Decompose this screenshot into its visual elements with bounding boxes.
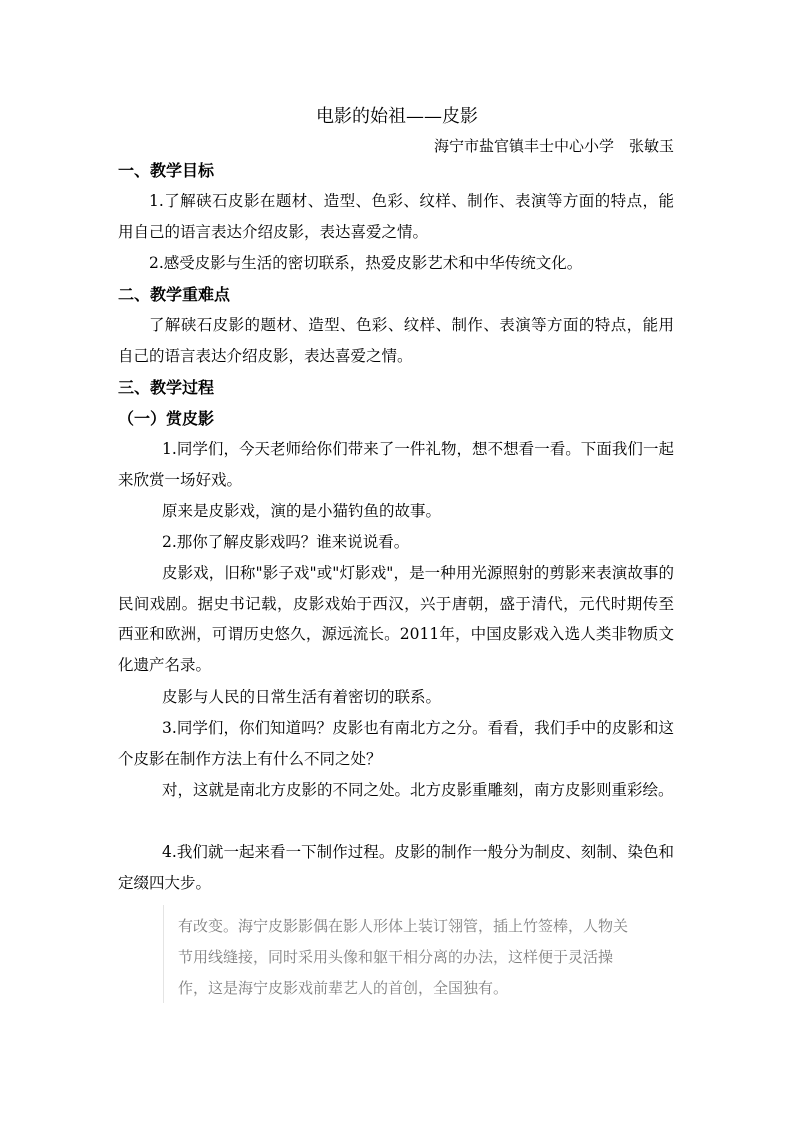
process-paragraph-7: 对，这就是南北方皮影的不同之处。北方皮影重雕刻，南方皮影则重彩绘。 [162, 781, 674, 799]
excerpt-text: 有改变。海宁皮影影偶在影人形体上装订翎管，插上竹签棒，人物关节用线缝接，同时采用头像和躯干相分离的办法，这样便于灵活操作，这是海宁皮影戏前辈艺人的首创，全国独有。 [178, 917, 629, 997]
subheading-appreciate-shadow-puppets: （一）赏皮影 [118, 409, 215, 428]
goal-paragraph-1: 1.了解硖石皮影在题材、造型、色彩、纹样、制作、表演等方面的特点，能用自己的语言表达介绍皮影，表达喜爱之情。 [118, 192, 674, 241]
heading-key-points: 二、教学重难点 [118, 285, 231, 304]
author-line: 海宁市盐官镇丰士中心小学 张敏玉 [433, 137, 674, 155]
heading-teaching-process: 三、教学过程 [118, 378, 215, 397]
process-paragraph-6: 3.同学们，你们知道吗？皮影也有南北方之分。看看，我们手中的皮影和这个皮影在制作方法上有什么不同之处？ [118, 719, 674, 768]
goal-paragraph-2: 2.感受皮影与生活的密切联系，热爱皮影艺术和中华传统文化。 [149, 254, 583, 272]
process-paragraph-4: 皮影戏，旧称"影子戏"或"灯影戏"，是一种用光源照射的剪影来表演故事的民间戏剧。据史书记载，皮影戏始于西汉，兴于唐朝，盛于清代，元代时期传至西亚和欧洲，可谓历史悠久，源远流长。2011年，中国皮影戏入选人类非物质文化遗产名录。 [118, 564, 674, 675]
process-paragraph-2: 原来是皮影戏，演的是小猫钓鱼的故事。 [162, 502, 442, 520]
heading-teaching-goals: 一、教学目标 [118, 161, 215, 180]
process-paragraph-1: 1.同学们，今天老师给你们带来了一件礼物，想不想看一看。下面我们一起来欣赏一场好戏。 [118, 440, 674, 489]
embedded-excerpt-image [163, 905, 634, 1003]
document-title: 电影的始祖——皮影 [316, 106, 478, 127]
key-points-paragraph: 了解硖石皮影的题材、造型、色彩、纹样、制作、表演等方面的特点，能用自己的语言表达介绍皮影，表达喜爱之情。 [118, 316, 674, 365]
process-paragraph-3: 2.那你了解皮影戏吗？谁来说说看。 [162, 533, 410, 551]
process-paragraph-5: 皮影与人民的日常生活有着密切的联系。 [162, 688, 442, 706]
process-paragraph-8: 4.我们就一起来看一下制作过程。皮影的制作一般分为制皮、刻制、染色和定缀四大步。 [118, 843, 674, 892]
